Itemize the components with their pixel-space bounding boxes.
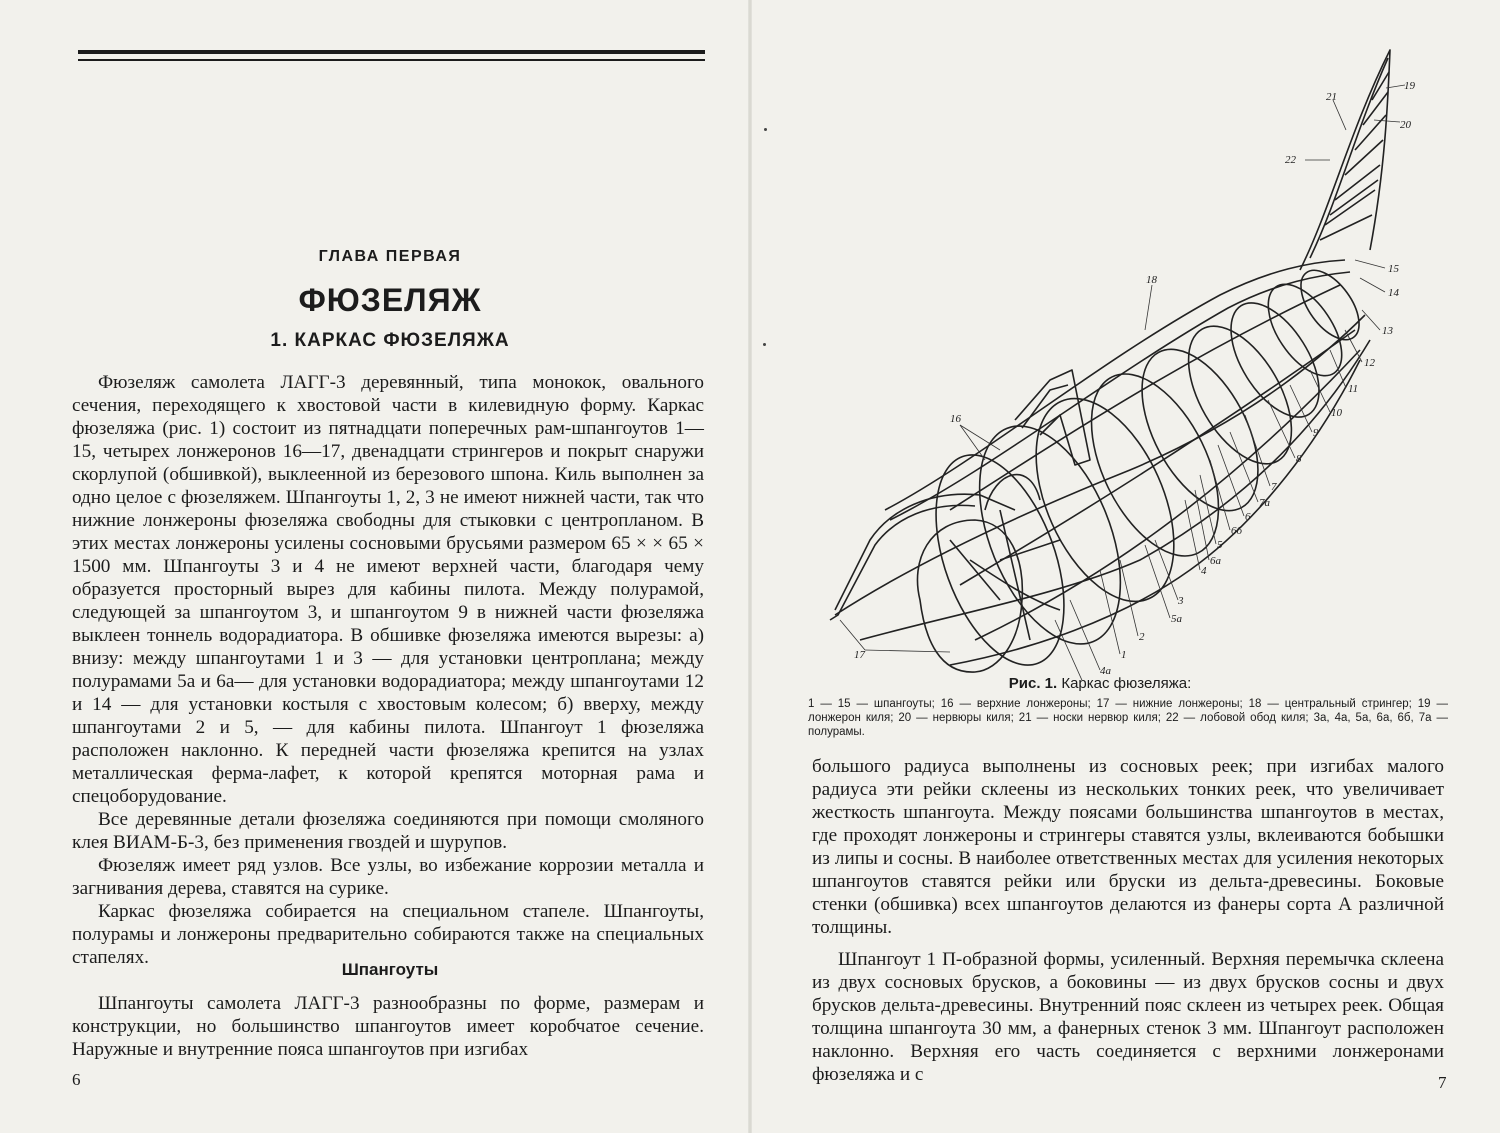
figure-label: 7 [1271, 481, 1277, 493]
figure-label: 7а [1259, 497, 1270, 509]
figure-label: 17 [854, 649, 865, 661]
paragraph: Все деревянные детали фюзеляжа соединяются при помощи смоляного клея ВИАМ-Б-3, без применения гвоздей и шурупов. [72, 809, 704, 853]
figure-label: 2 [1139, 631, 1145, 643]
figure-label: 12 [1364, 357, 1375, 369]
figure-label: 18 [1146, 274, 1157, 286]
figure-label: 3 [1178, 595, 1184, 607]
figure-label: 8 [1296, 453, 1302, 465]
figure-caption-text: Каркас фюзеляжа: [1061, 675, 1192, 692]
left-body-text-2 [72, 992, 704, 1061]
figure-label: 21 [1326, 91, 1337, 103]
figure-label: 16 [950, 413, 961, 425]
figure-label: 4а [1100, 665, 1111, 677]
figure-label: 10 [1331, 407, 1342, 419]
chapter-title: ФЮЗЕЛЯЖ [298, 282, 482, 318]
figure-label: 19 [1404, 80, 1415, 92]
paragraph: Каркас фюзеляжа собирается на специальном стапеле. Шпангоуты, полурамы и лонжероны предварительно собираются также на специальных стапелях. [72, 901, 704, 968]
figure-label: 5 [1217, 539, 1223, 551]
figure-label: 22 [1285, 154, 1296, 166]
header-rule-thick [78, 50, 705, 54]
right-body-text [812, 755, 1444, 1086]
figure-label: 6 [1245, 511, 1251, 523]
book-gutter [748, 0, 752, 1133]
fuselage-frame-figure [800, 40, 1490, 680]
speck [764, 128, 767, 131]
figure-label: 4 [1201, 565, 1207, 577]
subheading: Шпангоуты [341, 960, 439, 979]
figure-label: 5а [1171, 613, 1182, 625]
paragraph: Шпангоуты самолета ЛАГГ-3 разнообразны по форме, размерам и конструкции, но большинство шпангоутов имеет коробчатое сечение. Наружные и внутренние пояса шпангоутов при изгибах [72, 993, 704, 1060]
figure-label: 15 [1388, 263, 1399, 275]
figure-caption [800, 675, 1400, 692]
figure-label: 6а [1210, 555, 1221, 567]
figure-label: 13 [1382, 325, 1393, 337]
figure-label: 6б [1231, 525, 1243, 537]
figure-label: 9 [1313, 427, 1319, 439]
figure-label: 11 [1348, 383, 1359, 395]
page-number: 7 [1438, 1073, 1447, 1092]
paragraph: Фюзеляж самолета ЛАГГ-3 деревянный, типа монокок, овального сечения, переходящего к хвостовой части в килевидную форму. Каркас фюзеляжа (рис. 1) состоит из пятнадцати поперечных рам-шпангоутов 1—15, четырех лонжеронов 16—17, двенадцати стрингеров и покрыт снаружи скорлупой (обшивкой), выклеенной из березового шпона. Киль выполнен за одно целое с фюзеляжем. Шпангоуты 1, 2, 3 не имеют нижней части, так что нижние лонжероны фюзеляжа свободны для стыковки с центропланом. В этих местах лонжероны усилены сосновыми брусьями размером 65 × × 65 × 1500 мм. Шпангоуты 3 и 4 не имеют верхней части, благодаря чему образуется просторный вырез для кабины пилота. Между полурамой, следующей за шпангоутом 3, и шпангоутом 9 в нижней части фюзеляжа выклеен тоннель водорадиатора. В обшивке фюзеляжа имеются вырезы: а) внизу: между шпангоутами 1 и 3 — для установки центроплана; между полурамами 5а и 6а— для установки водорадиатора; между шпангоутами 12 и 14 — для установки костыля с хвостовым колесом; б) вверху, между шпангоутами 2 и 5, — для кабины пилота. Шпангоут 1 фюзеляжа расположен наклонно. К передней части фюзеляжа крепится на узлах металлическая ферма-лафет, к которой крепятся моторная рама и спецоборудование. [72, 372, 704, 807]
figure-label: 1 [1121, 649, 1127, 661]
figure-caption-prefix: Рис. 1. [1008, 675, 1058, 692]
figure-label: 14 [1388, 287, 1399, 299]
figure-legend: 1 — 15 — шпангоуты; 16 — верхние лонжероны; 17 — нижние лонжероны; 18 — центральный стрингер; 19 — лонжерон киля; 20 — нервюры киля; 21 — носки нервюр киля; 22 — лобовой обод киля; 3а, 4а, 5а, 6а, 6б, 7а — полурамы. [808, 698, 1448, 738]
paragraph: Фюзеляж имеет ряд узлов. Все узлы, во избежание коррозии металла и загнивания дерева, ставятся на сурике. [72, 855, 704, 899]
page-number: 6 [72, 1070, 81, 1089]
chapter-label: ГЛАВА ПЕРВАЯ [318, 248, 462, 265]
paragraph: большого радиуса выполнены из сосновых реек; при изгибах малого радиуса эти рейки склеены из нескольких тонких реек, что увеличивает жесткость шпангоута. Между поясами большинства шпангоутов в местах, где проходят лонжероны и стрингеры ставятся узлы, вклеиваются бобышки из липы и сосны. В наиболее ответственных местах для усиления некоторых шпангоутов ставятся рейки или бруски из дельта-древесины. Боковые стенки (обшивка) всех шпангоутов делаются из фанеры сорта А различной толщины. [812, 756, 1444, 938]
section-title: 1. КАРКАС ФЮЗЕЛЯЖА [270, 330, 510, 351]
header-rule-thin [78, 59, 705, 61]
paragraph: Шпангоут 1 П-образной формы, усиленный. Верхняя перемычка склеена из двух сосновых брусков, а боковины — из двух брусков сосны и двух брусков дельта-древесины. Внутренний пояс склеен из четырех реек. Общая толщина шпангоута 30 мм, а фанерных стенок 3 мм. Шпангоут расположен наклонно. Верхняя его часть соединяется с верхними лонжеронами фюзеляжа и с [812, 949, 1444, 1085]
speck [763, 343, 766, 346]
left-body-text [72, 371, 704, 969]
figure-label: 20 [1400, 119, 1411, 131]
